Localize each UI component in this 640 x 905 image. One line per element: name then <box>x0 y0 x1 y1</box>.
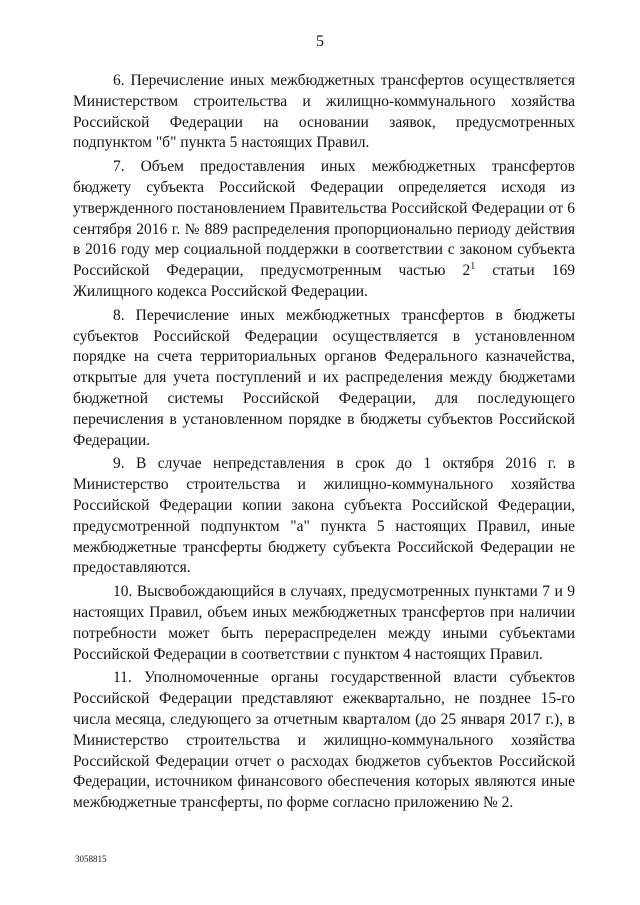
superscript-marker: 1 <box>470 261 476 273</box>
paragraph-7-text-after: статьи 169 Жилищного кодекса Российской Федерации. <box>73 262 575 300</box>
paragraph-8: 8. Перечисление иных межбюджетных трансфертов в бюджеты субъектов Российской Федерации осуществляется в установленном порядке на счета территориальных органов Федерального казначейства, открытые для учета поступлений и их распределения между бюджетами бюджетной системы Российской Федерации, для последующего перечисления в установленном порядке в бюджеты субъектов Российской Федерации. <box>73 306 575 449</box>
paragraph-7-text-before: 7. Объем предоставления иных межбюджетных трансфертов бюджету субъекта Российской Федерации определяется исходя из утвержденного постановлением Правительства Российской Федерации от 6 сентября 2016 г. № 889 распределения пропорционально периоду действия в 2016 году мер социальной поддержки в соответствии с законом субъекта Российской Федерации, предусмотренным частью 2 <box>73 158 575 280</box>
paragraph-9: 9. В случае непредставления в срок до 1 октября 2016 г. в Министерство строительства и жилищно-коммунального хозяйства Российской Федерации копии закона субъекта Российской Федерации, предусмотренной подпунктом "а" пункта 5 настоящих Правил, иные межбюджетные трансферты бюджету субъекта Российской Федерации не предоставляются. <box>73 455 575 577</box>
paragraph-7 <box>73 157 575 303</box>
page-number: 5 <box>316 33 324 50</box>
document-body <box>73 71 575 814</box>
paragraph-10: 10. Высвобождающийся в случаях, предусмотренных пунктами 7 и 9 настоящих Правил, объем иных межбюджетных трансфертов при наличии потребности может быть перераспределен между иными субъектами Российской Федерации в соответствии с пунктом 4 настоящих Правил. <box>73 583 575 663</box>
document-code: 3058815 <box>75 854 107 864</box>
paragraph-11: 11. Уполномоченные органы государственной власти субъектов Российской Федерации представляют ежеквартально, не позднее 15-го числа месяца, следующего за отчетным кварталом (до 25 января 2017 г.), в Министерство строительства и жилищно-коммунального хозяйства Российской Федерации отчет о расходах бюджетов субъектов Российской Федерации, источником финансового обеспечения которых являются иные межбюджетные трансферты, по форме согласно приложению № 2. <box>73 669 575 812</box>
paragraph-6: 6. Перечисление иных межбюджетных трансфертов осуществляется Министерством строительства и жилищно-коммунального хозяйства Российской Федерации на основании заявок, предусмотренных подпунктом "б" пункта 5 настоящих Правил. <box>73 72 575 152</box>
